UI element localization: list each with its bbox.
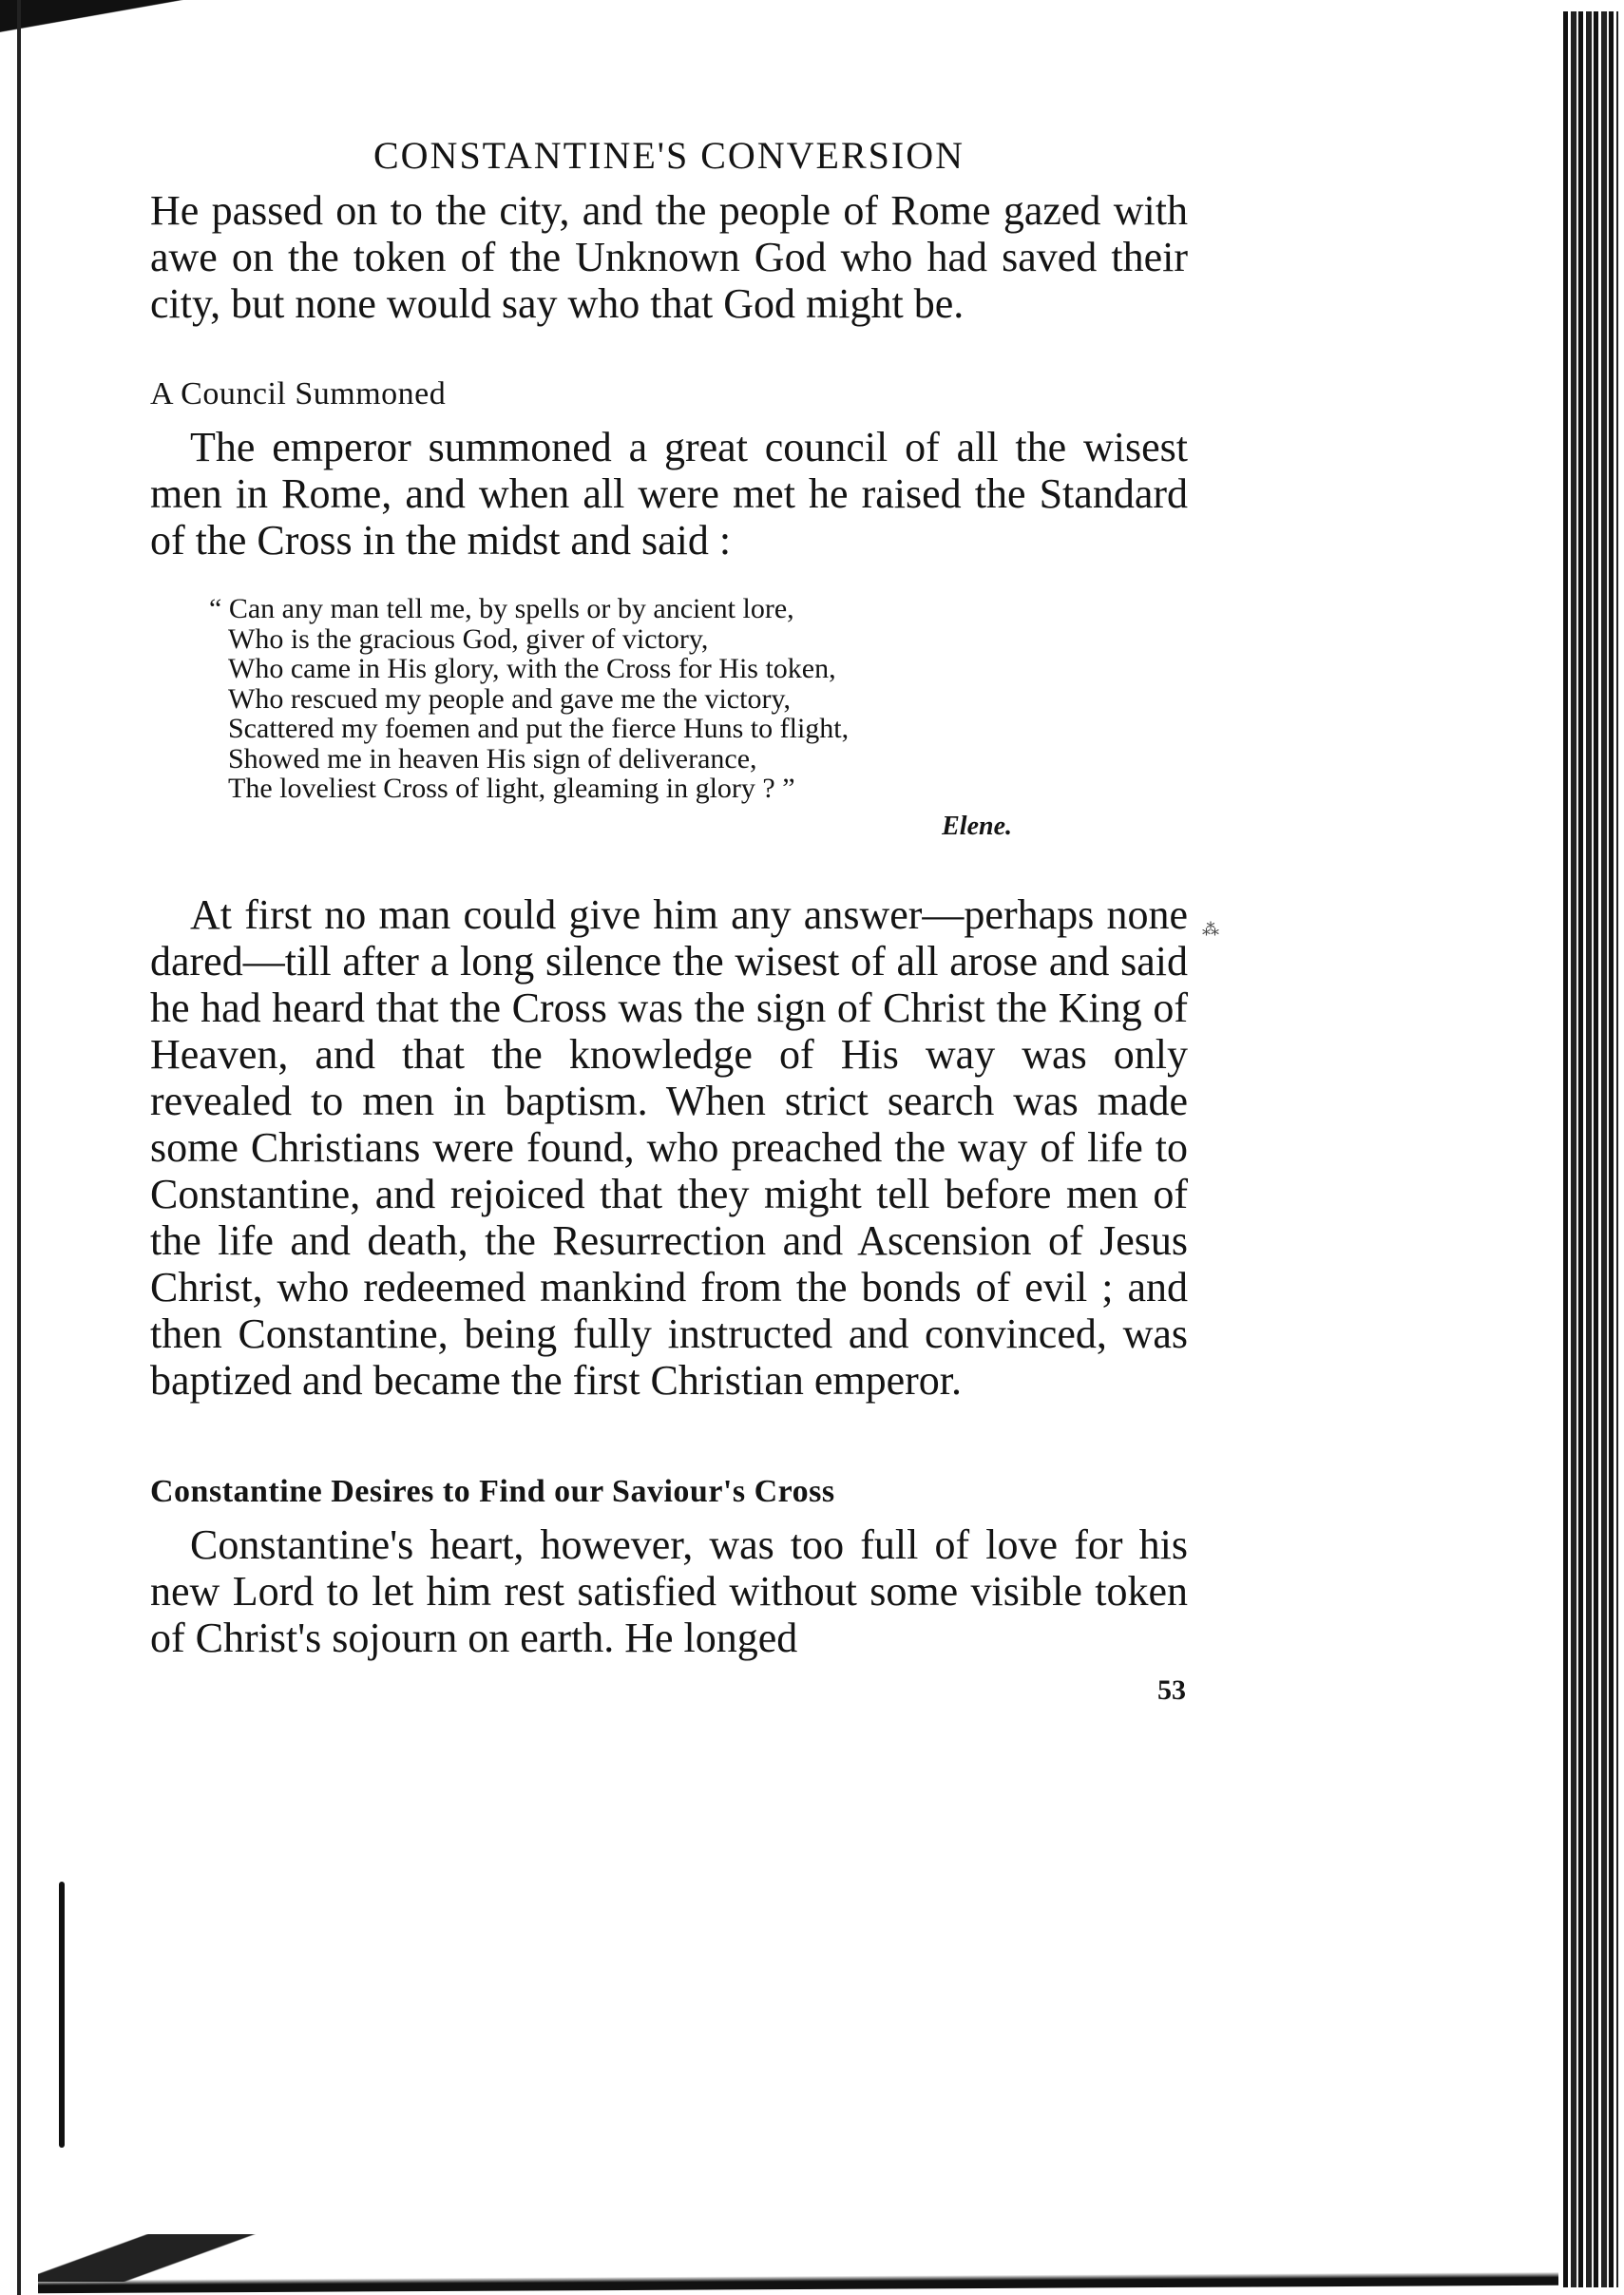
verse-line: “ Can any man tell me, by spells or by ancient lore, bbox=[209, 593, 794, 624]
scan-corner-shadow bbox=[0, 0, 190, 57]
scan-margin-mark bbox=[59, 1882, 65, 2148]
scan-binding-edge bbox=[1563, 11, 1618, 2287]
book-page bbox=[150, 133, 1188, 1707]
paragraph-city: He passed on to the city, and the people of Rome gazed with awe on the token of the Unknown God who had saved their city, but none would say who that God might be. bbox=[150, 187, 1188, 327]
verse-line: Who came in His glory, with the Cross for His token, bbox=[228, 653, 836, 684]
verse-line: Showed me in heaven His sign of deliverance, bbox=[228, 742, 757, 775]
paragraph-baptism: At first no man could give him any answer—perhaps none dared—till after a long silence the wisest of all arose and said he had heard that the Cross was the sign of Christ the King of Heaven, and that the knowledge of His way was only revealed to men in baptism. When strict search was made some Christians were found, who preached the way of life to Constantine, and rejoiced that they might tell before men of the life and death, the Resurrection and Ascension of Jesus Christ, who redeemed mankind from the bonds of evil ; and then Constantine, being fully instructed and convinced, was baptized and became the first Christian emperor. bbox=[150, 890, 1188, 1404]
scan-left-edge bbox=[17, 0, 21, 2295]
paragraph-council: The emperor summoned a great council of all the wisest men in Rome, and when all were met he raised the Standard of the Cross in the midst and said : bbox=[150, 424, 1188, 564]
verse-line: The loveliest Cross of light, gleaming in glory ? ” bbox=[228, 773, 795, 804]
scan-bottom-blob bbox=[38, 2234, 266, 2282]
paragraph-longing: Constantine's heart, however, was too full of love for his new Lord to let him rest satisfied without some visible token of Christ's sojourn on earth. He longed bbox=[150, 1520, 1188, 1661]
heading-council-summoned: A Council Summoned bbox=[150, 376, 447, 411]
verse-attribution: Elene. bbox=[942, 811, 1012, 841]
verse-line: Who is the gracious God, giver of victory, bbox=[228, 622, 709, 655]
verse-line: Who rescued my people and gave me the victory, bbox=[228, 682, 792, 715]
verse-quotation bbox=[209, 593, 1083, 804]
heading-saviours-cross: Constantine Desires to Find our Saviour's Cross bbox=[150, 1473, 835, 1509]
scan-speck: ⁂ bbox=[1202, 920, 1219, 939]
verse-line: Scattered my foemen and put the fierce Huns to flight, bbox=[228, 713, 850, 744]
page-number: 53 bbox=[1157, 1673, 1186, 1706]
running-head: CONSTANTINE'S CONVERSION bbox=[373, 134, 965, 177]
